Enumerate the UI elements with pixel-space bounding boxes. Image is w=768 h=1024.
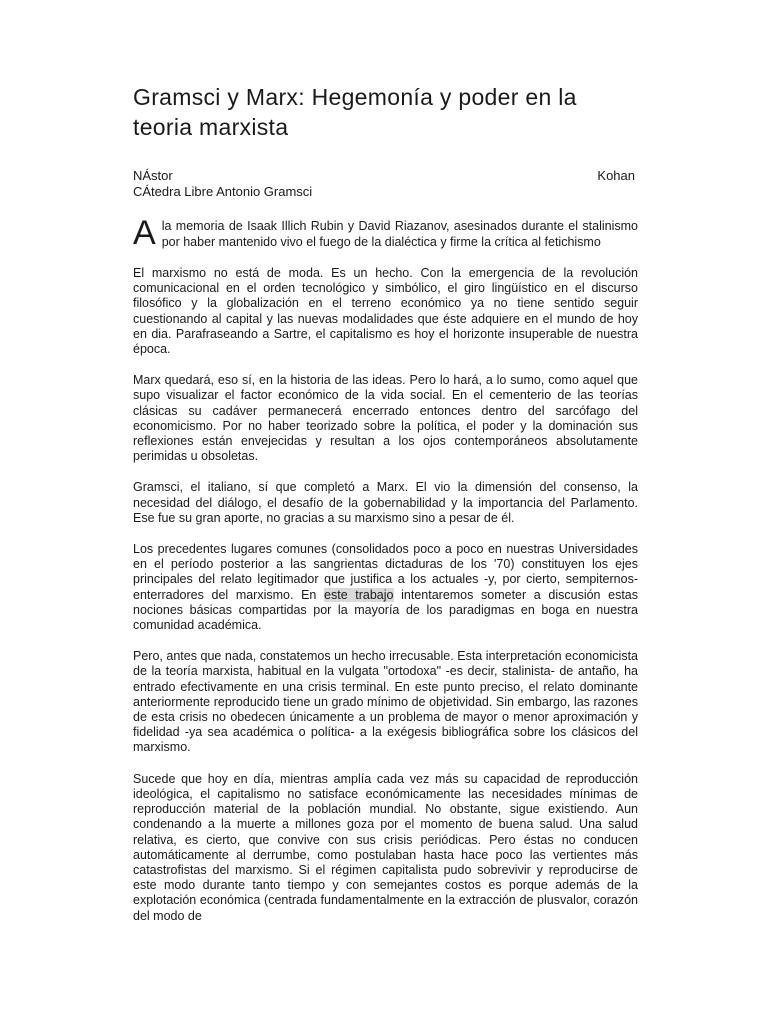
paragraph-4-start: Los precedentes lugares comunes (consolidados poco a poco en nuestras Universidades en el período posterior a las sangrientas dictaduras de los '70) constituyen los ejes principales del relato legitimador que justifica a los actuales -y, por cierto, sempiternos- enterradores del marxismo. En	[133, 542, 638, 602]
paragraph-6: Sucede que hoy en día, mientras amplía cada vez más su capacidad de reproducción ideológica, el capitalismo no satisface económicamente las necesidades mínimas de reproducción material de la población mundial. No obstante, sigue existiendo. Aun condenando a la muerte a millones goza por el momento de buena salud. Una salud relativa, es cierto, que convive con sus crisis periódicas. Pero éstas no conducen automáticamente al derrumbe, como postulaban hasta hace poco las vertientes más catastrofistas del marxismo. Si el régimen capitalista pudo sobrevivir y reproducirse de este modo durante tanto tiempo y con semejantes costos es porque además de la explotación económica (centrada fundamentalmente en la extracción de plusvalor, corazón del modo de	[133, 771, 638, 923]
highlighted-text[interactable]: este trabajo	[324, 587, 394, 602]
author-given-name: NÁstor	[133, 168, 173, 183]
paragraph-4-end: intentaremos someter a discusión estas nociones básicas compartidas por la mayoría de los paradigmas en boga en nuestra comunidad académica.	[133, 587, 638, 633]
paragraph-3: Gramsci, el italiano, sí que completó a Marx. El vio la dimensión del consenso, la necesidad del diálogo, el desafío de la gobernabilidad y la importancia del Parlamento. Ese fue su gran aporte, no gracias a su marxismo sino a pesar de él.	[133, 480, 638, 525]
paragraph-4	[133, 542, 638, 633]
author-affiliation: CÁtedra Libre Antonio Gramsci	[133, 184, 313, 199]
drop-cap: A	[133, 214, 156, 252]
dedication-text: la memoria de Isaak Illich Rubin y David Riazanov, asesinados durante el stalinismo por haber mantenido vivo el fuego de la dialéctica y firme la crítica al fetichismo	[161, 219, 638, 249]
dedication	[133, 214, 638, 252]
document-page	[133, 82, 638, 940]
author-surname: Kohan	[597, 168, 635, 183]
document-title: Gramsci y Marx: Hegemonía y poder en la teoria marxista	[133, 84, 577, 140]
paragraph-5: Pero, antes que nada, constatemos un hecho irrecusable. Esta interpretación economicista de la teoría marxista, habitual en la vulgata "ortodoxa" -es decir, stalinista- de antaño, ha entrado efectivamente en una crisis terminal. En este punto preciso, el relato dominante anteriormente reproducido tiene un grado mínimo de objetividad. Sin embargo, las razones de esta crisis no obedecen únicamente a un problema de mayor o menor aproximación y fidelidad -ya sea académica o política- a la exégesis bibliográfica sobre los clásicos del marxismo.	[133, 649, 638, 755]
author-line	[133, 168, 638, 184]
paragraph-1: El marxismo no está de moda. Es un hecho. Con la emergencia de la revolución comunicacional en el orden tecnológico y simbólico, el giro lingüístico en el discurso filosófico y la globalización en el terreno económico ya no tiene sentido seguir cuestionando al capital y las nuevas modalidades que éste adquiere en el mundo de hoy en dia. Parafraseando a Sartre, el capitalismo es hoy el horizonte insuperable de nuestra época.	[133, 266, 638, 357]
paragraph-2: Marx quedará, eso sí, en la historia de las ideas. Pero lo hará, a lo sumo, como aquel que supo visualizar el factor económico de la vida social. En el cementerio de las teorías clásicas su cadáver permanecerá encerrado entonces dentro del sarcófago del economicismo. Por no haber teorizado sobre la política, el poder y la dominación sus reflexiones están envejecidas y resultan a los ojos contemporáneos absolutamente perimidas u obsoletas.	[133, 373, 638, 464]
